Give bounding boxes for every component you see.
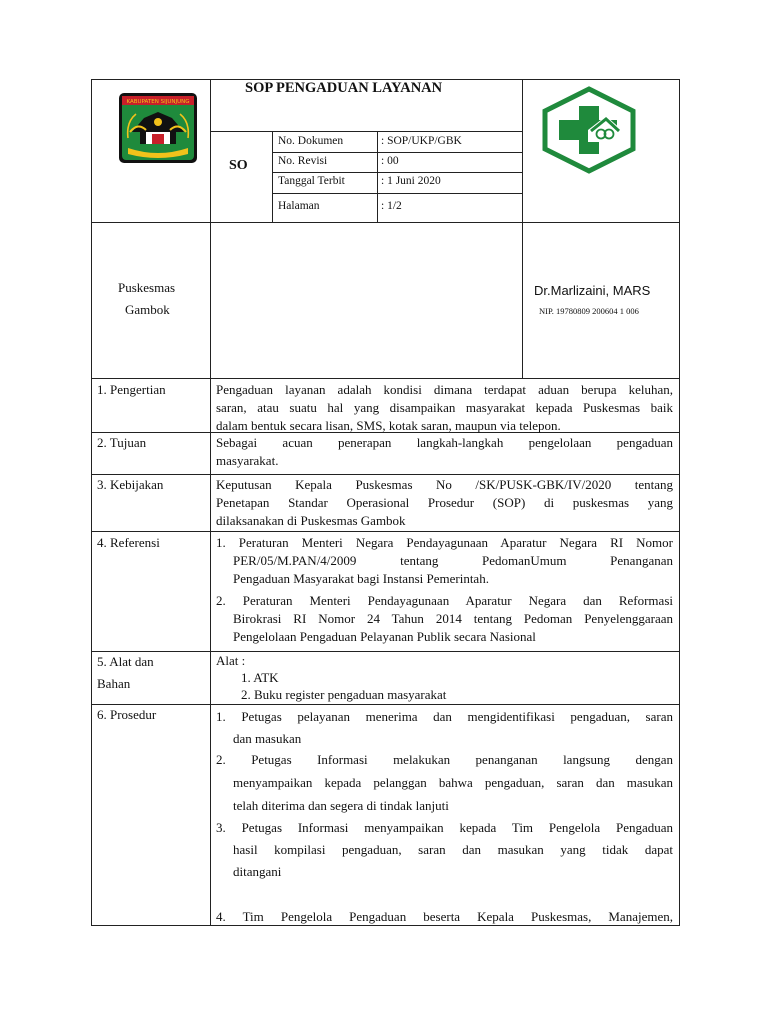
- meta-value: : 1/2: [381, 200, 402, 212]
- prosedur-item-4: [216, 908, 673, 926]
- text-line: 4. Tim Pengelola Pengaduan beserta Kepala Puskesmas, Manajemen,: [216, 909, 673, 924]
- section-label: 3. Kebijakan: [97, 477, 164, 492]
- text-line: Sebagai acuan penerapan langkah-langkah pengelolaan pengaduan: [216, 435, 673, 450]
- text-line: dalam bentuk secara lisan, SMS, kotak saran, maupun via telepon.: [216, 418, 561, 433]
- meta-label: Halaman: [278, 200, 320, 212]
- section-label: 2. Tujuan: [97, 435, 147, 450]
- grid-line: [522, 79, 523, 378]
- text-line: masyarakat.: [216, 453, 279, 468]
- section-label: 1. Pengertian: [97, 382, 166, 397]
- text-line: telah diterima dan segera di tindak lanjuti: [233, 798, 449, 813]
- alat-heading: Alat :: [216, 653, 246, 668]
- org-name-line2: Gambok: [125, 302, 170, 317]
- alat-item: 2. Buku register pengaduan masyarakat: [241, 687, 447, 702]
- text-line: dan masukan: [233, 731, 302, 746]
- org-name-line1: Puskesmas: [118, 280, 176, 295]
- text-line: 2. Petugas Informasi melakukan penanganan langsung dengan: [216, 752, 673, 767]
- grid-line: [272, 193, 522, 194]
- text-line: Pengaduan Masyarakat bagi Instansi Pemerintah.: [233, 571, 489, 586]
- meta-value: : 00: [381, 155, 399, 167]
- referensi-item-1: [216, 534, 673, 588]
- text-line: ditangani: [233, 864, 282, 879]
- meta-label: No. Dokumen: [278, 135, 344, 147]
- text-line: menyampaikan kepada pelanggan bahwa pengaduan, saran dan masukan: [233, 775, 673, 790]
- signer-nip: NIP. 19780809 200604 1 006: [539, 306, 639, 316]
- text-line: dilaksanakan di Puskesmas Gambok: [216, 513, 406, 528]
- text-line: Pengelolaan Pengaduan Pelayanan Publik secara Nasional: [233, 629, 536, 644]
- meta-label: Tanggal Terbit: [278, 175, 345, 187]
- text-line: 1. Peraturan Menteri Negara Pendayagunaan Aparatur Negara RI Nomor: [216, 535, 673, 550]
- prosedur-item-3: [216, 817, 673, 883]
- grid-line: [272, 131, 273, 222]
- so-label: SO: [229, 158, 248, 173]
- section-label: 6. Prosedur: [97, 707, 157, 722]
- grid-line: [377, 131, 378, 222]
- grid-line: [91, 378, 680, 379]
- text-line: 1. Petugas pelayanan menerima dan mengidentifikasi pengaduan, saran: [216, 709, 673, 724]
- section-label: Bahan: [97, 676, 131, 691]
- alat-item: 1. ATK: [241, 670, 279, 685]
- text-line: 2. Peraturan Menteri Pendayagunaan Aparatur Negara dan Reformasi: [216, 593, 673, 608]
- grid-line: [91, 222, 680, 223]
- text-line: Birokrasi RI Nomor 24 Tahun 2014 tentang Pedoman Penyelenggaraan: [233, 611, 673, 626]
- grid-line: [91, 704, 680, 705]
- text-line: saran, atau suatu hal yang disampaikan masyarakat kepada Puskesmas baik: [216, 400, 673, 415]
- grid-line: [210, 378, 211, 926]
- pengertian-text: [216, 381, 673, 435]
- regency-emblem-icon: [118, 92, 198, 164]
- meta-value: : 1 Juni 2020: [381, 175, 441, 187]
- text-line: 3. Petugas Informasi menyampaikan kepada Tim Pengelola Pengaduan: [216, 820, 673, 835]
- grid-line: [210, 79, 211, 378]
- grid-line: [91, 531, 680, 532]
- signer-name: Dr.Marlizaini, MARS: [534, 283, 651, 298]
- text-line: hasil kompilasi pengaduan, saran dan masukan yang tidak dapat: [233, 842, 673, 857]
- text-line: Penetapan Standar Operasional Prosedur (SOP) di puskesmas yang: [216, 495, 673, 510]
- prosedur-item-1: [216, 706, 673, 750]
- text-line: Pengaduan layanan adalah kondisi dimana terdapat aduan berupa keluhan,: [216, 382, 673, 397]
- text-line: Keputusan Kepala Puskesmas No /SK/PUSK-GBK/IV/2020 tentang: [216, 477, 673, 492]
- referensi-item-2: [216, 592, 673, 646]
- meta-label: No. Revisi: [278, 155, 328, 167]
- kebijakan-text: [216, 476, 673, 530]
- emblem-band-text: KABUPATEN SIJUNJUNG: [126, 99, 190, 105]
- meta-value: : SOP/UKP/GBK: [381, 135, 462, 147]
- tujuan-text: [216, 434, 673, 470]
- grid-line: [210, 131, 522, 132]
- grid-line: [91, 474, 680, 475]
- section-label: 5. Alat dan: [97, 654, 154, 669]
- puskesmas-logo-icon: [542, 86, 636, 174]
- section-label: 4. Referensi: [97, 535, 160, 550]
- text-line: PER/05/M.PAN/4/2009 tentang PedomanUmum Penanganan: [233, 553, 673, 568]
- document-title: SOP PENGADUAN LAYANAN: [245, 80, 443, 96]
- grid-line: [91, 651, 680, 652]
- prosedur-item-2: [216, 748, 673, 817]
